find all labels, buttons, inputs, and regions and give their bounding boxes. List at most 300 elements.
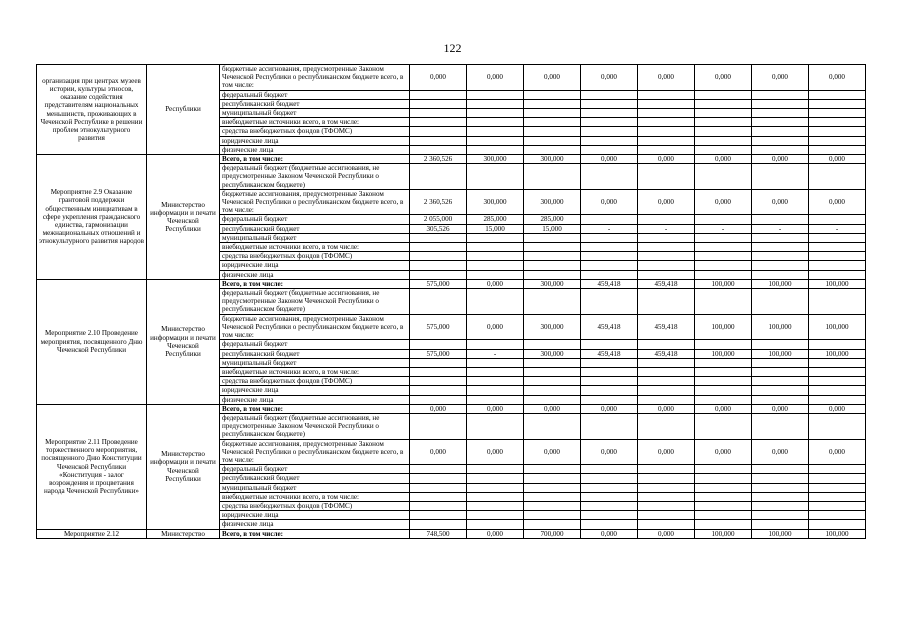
amount-cell: [695, 215, 752, 224]
amount-cell: [410, 99, 467, 108]
amount-cell: [581, 386, 638, 395]
amount-cell: [695, 367, 752, 376]
amount-cell: [581, 136, 638, 145]
amount-cell: [581, 501, 638, 510]
amount-cell: [752, 145, 809, 154]
amount-cell: 100,000: [809, 314, 866, 340]
amount-cell: [467, 465, 524, 474]
amount-cell: [752, 252, 809, 261]
amount-cell: [524, 395, 581, 404]
amount-cell: 0,000: [524, 404, 581, 413]
funding-source-cell: Всего, в том числе:: [220, 155, 410, 164]
amount-cell: [809, 270, 866, 279]
amount-cell: [638, 127, 695, 136]
amount-cell: 0,000: [809, 189, 866, 215]
amount-cell: [467, 367, 524, 376]
amount-cell: [638, 261, 695, 270]
amount-cell: 285,000: [467, 215, 524, 224]
amount-cell: [809, 261, 866, 270]
amount-cell: [695, 340, 752, 349]
event-title-cell: организация при центрах музеев истории, культуры этносов, оказание содействия представителям национальных меньшинств, проживающих в Чеченской Республике в решении проблем этнокультурного развития: [37, 65, 147, 155]
amount-cell: 0,000: [581, 439, 638, 465]
amount-cell: [581, 465, 638, 474]
amount-cell: [410, 386, 467, 395]
amount-cell: [809, 465, 866, 474]
amount-cell: [467, 145, 524, 154]
funding-source-cell: внебюджетные источники всего, в том числе:: [220, 367, 410, 376]
amount-cell: [581, 164, 638, 190]
funding-source-cell: Всего, в том числе:: [220, 279, 410, 288]
amount-cell: 459,418: [638, 279, 695, 288]
amount-cell: [524, 358, 581, 367]
amount-cell: 100,000: [809, 349, 866, 358]
amount-cell: 0,000: [695, 404, 752, 413]
amount-cell: [752, 215, 809, 224]
amount-cell: [809, 252, 866, 261]
amount-cell: [410, 474, 467, 483]
budget-table: [36, 64, 866, 539]
amount-cell: [752, 386, 809, 395]
amount-cell: [695, 270, 752, 279]
amount-cell: 459,418: [581, 349, 638, 358]
amount-cell: 285,000: [524, 215, 581, 224]
amount-cell: [695, 395, 752, 404]
amount-cell: [581, 358, 638, 367]
amount-cell: [524, 233, 581, 242]
amount-cell: 100,000: [695, 349, 752, 358]
amount-cell: [752, 233, 809, 242]
amount-cell: 0,000: [752, 155, 809, 164]
amount-cell: [695, 127, 752, 136]
amount-cell: [809, 109, 866, 118]
amount-cell: [467, 395, 524, 404]
amount-cell: [752, 465, 809, 474]
amount-cell: [695, 289, 752, 315]
amount-cell: 300,000: [524, 349, 581, 358]
funding-source-cell: федеральный бюджет: [220, 340, 410, 349]
amount-cell: [581, 520, 638, 529]
amount-cell: 0,000: [467, 529, 524, 538]
amount-cell: [809, 215, 866, 224]
amount-cell: [524, 164, 581, 190]
amount-cell: [638, 340, 695, 349]
amount-cell: [581, 377, 638, 386]
event-title-cell: Мероприятие 2.12: [37, 529, 147, 538]
executor-cell: Министерство информации и печати Чеченской Республики: [147, 404, 220, 529]
funding-source-cell: республиканский бюджет: [220, 99, 410, 108]
table-row: [37, 65, 866, 91]
amount-cell: [467, 136, 524, 145]
funding-source-cell: федеральный бюджет (бюджетные ассигнования, не предусмотренные Законом Чеченской Республики о республиканском бюджете): [220, 413, 410, 439]
amount-cell: [524, 386, 581, 395]
amount-cell: [581, 252, 638, 261]
funding-source-cell: муниципальный бюджет: [220, 358, 410, 367]
table-row: [37, 279, 866, 288]
amount-cell: [638, 386, 695, 395]
amount-cell: 0,000: [752, 65, 809, 91]
amount-cell: 575,000: [410, 349, 467, 358]
amount-cell: [752, 109, 809, 118]
amount-cell: [410, 90, 467, 99]
page-number: 122: [443, 41, 462, 55]
amount-cell: 575,000: [410, 314, 467, 340]
amount-cell: [695, 164, 752, 190]
amount-cell: [809, 395, 866, 404]
funding-source-cell: бюджетные ассигнования, предусмотренные Законом Чеченской Республики о республиканском бюджете всего, в том числе:: [220, 439, 410, 465]
amount-cell: [467, 99, 524, 108]
amount-cell: [695, 483, 752, 492]
funding-source-cell: муниципальный бюджет: [220, 233, 410, 242]
funding-source-cell: физические лица: [220, 395, 410, 404]
amount-cell: [809, 145, 866, 154]
amount-cell: [467, 127, 524, 136]
amount-cell: [695, 520, 752, 529]
amount-cell: 0,000: [809, 404, 866, 413]
amount-cell: [524, 367, 581, 376]
amount-cell: 0,000: [638, 439, 695, 465]
amount-cell: [638, 413, 695, 439]
amount-cell: [581, 118, 638, 127]
funding-source-cell: Всего, в том числе:: [220, 404, 410, 413]
amount-cell: 0,000: [581, 155, 638, 164]
amount-cell: [809, 377, 866, 386]
amount-cell: [752, 243, 809, 252]
amount-cell: [524, 145, 581, 154]
amount-cell: [752, 164, 809, 190]
amount-cell: [410, 289, 467, 315]
amount-cell: 575,000: [410, 279, 467, 288]
amount-cell: 700,000: [524, 529, 581, 538]
funding-source-cell: бюджетные ассигнования, предусмотренные Законом Чеченской Республики о республиканском бюджете всего, в том числе:: [220, 65, 410, 91]
amount-cell: [524, 90, 581, 99]
amount-cell: [581, 413, 638, 439]
amount-cell: [638, 395, 695, 404]
amount-cell: [524, 483, 581, 492]
amount-cell: [638, 215, 695, 224]
amount-cell: 0,000: [524, 439, 581, 465]
funding-source-cell: федеральный бюджет (бюджетные ассигнования, не предусмотренные Законом Чеченской Республики о республиканском бюджете): [220, 289, 410, 315]
amount-cell: [524, 127, 581, 136]
amount-cell: [638, 99, 695, 108]
amount-cell: 300,000: [467, 189, 524, 215]
amount-cell: [752, 261, 809, 270]
amount-cell: [752, 289, 809, 315]
amount-cell: [581, 145, 638, 154]
amount-cell: [524, 99, 581, 108]
funding-source-cell: республиканский бюджет: [220, 474, 410, 483]
amount-cell: [752, 118, 809, 127]
amount-cell: [410, 520, 467, 529]
funding-source-cell: средства внебюджетных фондов (ТФОМС): [220, 501, 410, 510]
amount-cell: [638, 367, 695, 376]
amount-cell: [467, 377, 524, 386]
amount-cell: 0,000: [581, 65, 638, 91]
amount-cell: [467, 252, 524, 261]
amount-cell: [467, 233, 524, 242]
amount-cell: [809, 386, 866, 395]
amount-cell: [809, 127, 866, 136]
amount-cell: [467, 164, 524, 190]
amount-cell: 100,000: [752, 314, 809, 340]
amount-cell: [638, 483, 695, 492]
table-body: [37, 65, 866, 539]
amount-cell: 100,000: [752, 349, 809, 358]
funding-source-cell: внебюджетные источники всего, в том числе:: [220, 118, 410, 127]
amount-cell: [581, 261, 638, 270]
amount-cell: [695, 501, 752, 510]
funding-source-cell: юридические лица: [220, 511, 410, 520]
amount-cell: [638, 465, 695, 474]
funding-source-cell: средства внебюджетных фондов (ТФОМС): [220, 377, 410, 386]
amount-cell: 300,000: [524, 189, 581, 215]
amount-cell: -: [752, 224, 809, 233]
amount-cell: [410, 395, 467, 404]
amount-cell: 459,418: [638, 349, 695, 358]
amount-cell: [638, 136, 695, 145]
amount-cell: [638, 164, 695, 190]
amount-cell: 0,000: [638, 189, 695, 215]
amount-cell: [752, 413, 809, 439]
funding-source-cell: муниципальный бюджет: [220, 109, 410, 118]
amount-cell: [467, 340, 524, 349]
amount-cell: 0,000: [581, 189, 638, 215]
amount-cell: [581, 243, 638, 252]
amount-cell: [524, 261, 581, 270]
amount-cell: [410, 501, 467, 510]
funding-source-cell: федеральный бюджет (бюджетные ассигнования, не предусмотренные Законом Чеченской Республики о республиканском бюджете): [220, 164, 410, 190]
amount-cell: 15,000: [467, 224, 524, 233]
table-row: [37, 404, 866, 413]
amount-cell: 0,000: [581, 404, 638, 413]
amount-cell: [524, 289, 581, 315]
amount-cell: [695, 386, 752, 395]
amount-cell: 100,000: [752, 529, 809, 538]
amount-cell: [467, 109, 524, 118]
funding-source-cell: республиканский бюджет: [220, 349, 410, 358]
amount-cell: [581, 127, 638, 136]
amount-cell: [809, 483, 866, 492]
amount-cell: [410, 511, 467, 520]
amount-cell: [809, 511, 866, 520]
amount-cell: [752, 501, 809, 510]
amount-cell: [467, 90, 524, 99]
amount-cell: [410, 145, 467, 154]
amount-cell: [581, 109, 638, 118]
amount-cell: [581, 492, 638, 501]
amount-cell: 0,000: [809, 155, 866, 164]
amount-cell: [752, 136, 809, 145]
amount-cell: [410, 136, 467, 145]
amount-cell: [581, 511, 638, 520]
amount-cell: [524, 109, 581, 118]
amount-cell: 0,000: [467, 279, 524, 288]
funding-source-cell: внебюджетные источники всего, в том числе:: [220, 243, 410, 252]
event-title-cell: Мероприятие 2.9 Оказание грантовой поддержки общественным инициативам в сфере укрепления гражданского единства, гармонизации межнациональных отношений и этнокультурного развития народов: [37, 155, 147, 280]
amount-cell: -: [638, 224, 695, 233]
amount-cell: [581, 270, 638, 279]
amount-cell: [467, 483, 524, 492]
amount-cell: [524, 520, 581, 529]
amount-cell: 15,000: [524, 224, 581, 233]
amount-cell: [410, 367, 467, 376]
amount-cell: [581, 483, 638, 492]
amount-cell: 0,000: [695, 65, 752, 91]
amount-cell: [695, 233, 752, 242]
amount-cell: [524, 474, 581, 483]
amount-cell: [581, 474, 638, 483]
amount-cell: 748,500: [410, 529, 467, 538]
amount-cell: 0,000: [410, 65, 467, 91]
amount-cell: [467, 289, 524, 315]
funding-source-cell: средства внебюджетных фондов (ТФОМС): [220, 252, 410, 261]
amount-cell: [638, 358, 695, 367]
amount-cell: [467, 501, 524, 510]
funding-source-cell: Всего, в том числе:: [220, 529, 410, 538]
amount-cell: 0,000: [467, 314, 524, 340]
funding-source-cell: бюджетные ассигнования, предусмотренные Законом Чеченской Республики о республиканском бюджете всего, в том числе:: [220, 314, 410, 340]
amount-cell: [638, 501, 695, 510]
amount-cell: -: [695, 224, 752, 233]
amount-cell: [752, 511, 809, 520]
amount-cell: 300,000: [524, 314, 581, 340]
amount-cell: 0,000: [410, 404, 467, 413]
amount-cell: 459,418: [638, 314, 695, 340]
amount-cell: [695, 377, 752, 386]
amount-cell: [695, 358, 752, 367]
amount-cell: [410, 358, 467, 367]
amount-cell: 300,000: [467, 155, 524, 164]
amount-cell: [410, 377, 467, 386]
amount-cell: 300,000: [524, 279, 581, 288]
amount-cell: [752, 474, 809, 483]
amount-cell: [410, 252, 467, 261]
amount-cell: [638, 270, 695, 279]
event-title-cell: Мероприятие 2.10 Проведение мероприятия, посвященного Дню Чеченской Республики: [37, 279, 147, 404]
amount-cell: [638, 289, 695, 315]
amount-cell: 459,418: [581, 279, 638, 288]
amount-cell: [410, 413, 467, 439]
amount-cell: [809, 492, 866, 501]
amount-cell: [752, 358, 809, 367]
amount-cell: [581, 340, 638, 349]
amount-cell: [410, 233, 467, 242]
amount-cell: [524, 270, 581, 279]
funding-source-cell: средства внебюджетных фондов (ТФОМС): [220, 127, 410, 136]
amount-cell: [638, 474, 695, 483]
amount-cell: [809, 289, 866, 315]
funding-source-cell: федеральный бюджет: [220, 90, 410, 99]
amount-cell: [524, 340, 581, 349]
amount-cell: [809, 501, 866, 510]
amount-cell: [410, 465, 467, 474]
amount-cell: 2 360,526: [410, 189, 467, 215]
amount-cell: [467, 386, 524, 395]
amount-cell: 0,000: [467, 65, 524, 91]
amount-cell: 0,000: [581, 529, 638, 538]
amount-cell: 0,000: [638, 404, 695, 413]
amount-cell: [638, 252, 695, 261]
funding-source-cell: юридические лица: [220, 261, 410, 270]
amount-cell: [752, 395, 809, 404]
amount-cell: [467, 492, 524, 501]
amount-cell: [695, 243, 752, 252]
amount-cell: 0,000: [695, 155, 752, 164]
amount-cell: [467, 358, 524, 367]
amount-cell: 100,000: [809, 529, 866, 538]
amount-cell: [809, 358, 866, 367]
amount-cell: [695, 136, 752, 145]
amount-cell: [809, 118, 866, 127]
amount-cell: [809, 340, 866, 349]
funding-source-cell: республиканский бюджет: [220, 224, 410, 233]
amount-cell: [410, 340, 467, 349]
amount-cell: [695, 252, 752, 261]
amount-cell: 0,000: [638, 65, 695, 91]
amount-cell: 0,000: [524, 65, 581, 91]
amount-cell: 0,000: [638, 529, 695, 538]
amount-cell: [695, 413, 752, 439]
amount-cell: 0,000: [752, 189, 809, 215]
amount-cell: [695, 145, 752, 154]
funding-source-cell: физические лица: [220, 520, 410, 529]
amount-cell: [638, 511, 695, 520]
amount-cell: [524, 252, 581, 261]
amount-cell: [410, 109, 467, 118]
funding-source-cell: физические лица: [220, 270, 410, 279]
amount-cell: 0,000: [467, 439, 524, 465]
funding-source-cell: юридические лица: [220, 386, 410, 395]
amount-cell: [524, 377, 581, 386]
executor-cell: Республики: [147, 65, 220, 155]
amount-cell: [410, 127, 467, 136]
amount-cell: 100,000: [752, 279, 809, 288]
amount-cell: [581, 233, 638, 242]
amount-cell: [752, 377, 809, 386]
amount-cell: [410, 164, 467, 190]
event-title-cell: Мероприятие 2.11 Проведение торжественного мероприятия, посвященного Дню Конституции Чеченской Республики «Конституция - залог возрождения и процветания народа Чеченской Республики»: [37, 404, 147, 529]
amount-cell: [638, 377, 695, 386]
amount-cell: [581, 99, 638, 108]
amount-cell: [410, 261, 467, 270]
amount-cell: [695, 511, 752, 520]
amount-cell: [410, 118, 467, 127]
executor-cell: Министерство информации и печати Чеченской Республики: [147, 279, 220, 404]
amount-cell: [638, 520, 695, 529]
amount-cell: [581, 289, 638, 315]
amount-cell: 0,000: [809, 65, 866, 91]
amount-cell: [467, 261, 524, 270]
amount-cell: [638, 109, 695, 118]
amount-cell: [695, 90, 752, 99]
amount-cell: [638, 90, 695, 99]
amount-cell: [524, 465, 581, 474]
amount-cell: [695, 492, 752, 501]
amount-cell: [695, 261, 752, 270]
amount-cell: 0,000: [695, 439, 752, 465]
amount-cell: [695, 118, 752, 127]
amount-cell: [809, 243, 866, 252]
amount-cell: -: [581, 224, 638, 233]
amount-cell: [752, 99, 809, 108]
amount-cell: [752, 90, 809, 99]
amount-cell: [695, 465, 752, 474]
amount-cell: 100,000: [695, 529, 752, 538]
amount-cell: [752, 127, 809, 136]
executor-cell: Министерство: [147, 529, 220, 538]
amount-cell: [410, 270, 467, 279]
amount-cell: [752, 492, 809, 501]
amount-cell: [752, 270, 809, 279]
